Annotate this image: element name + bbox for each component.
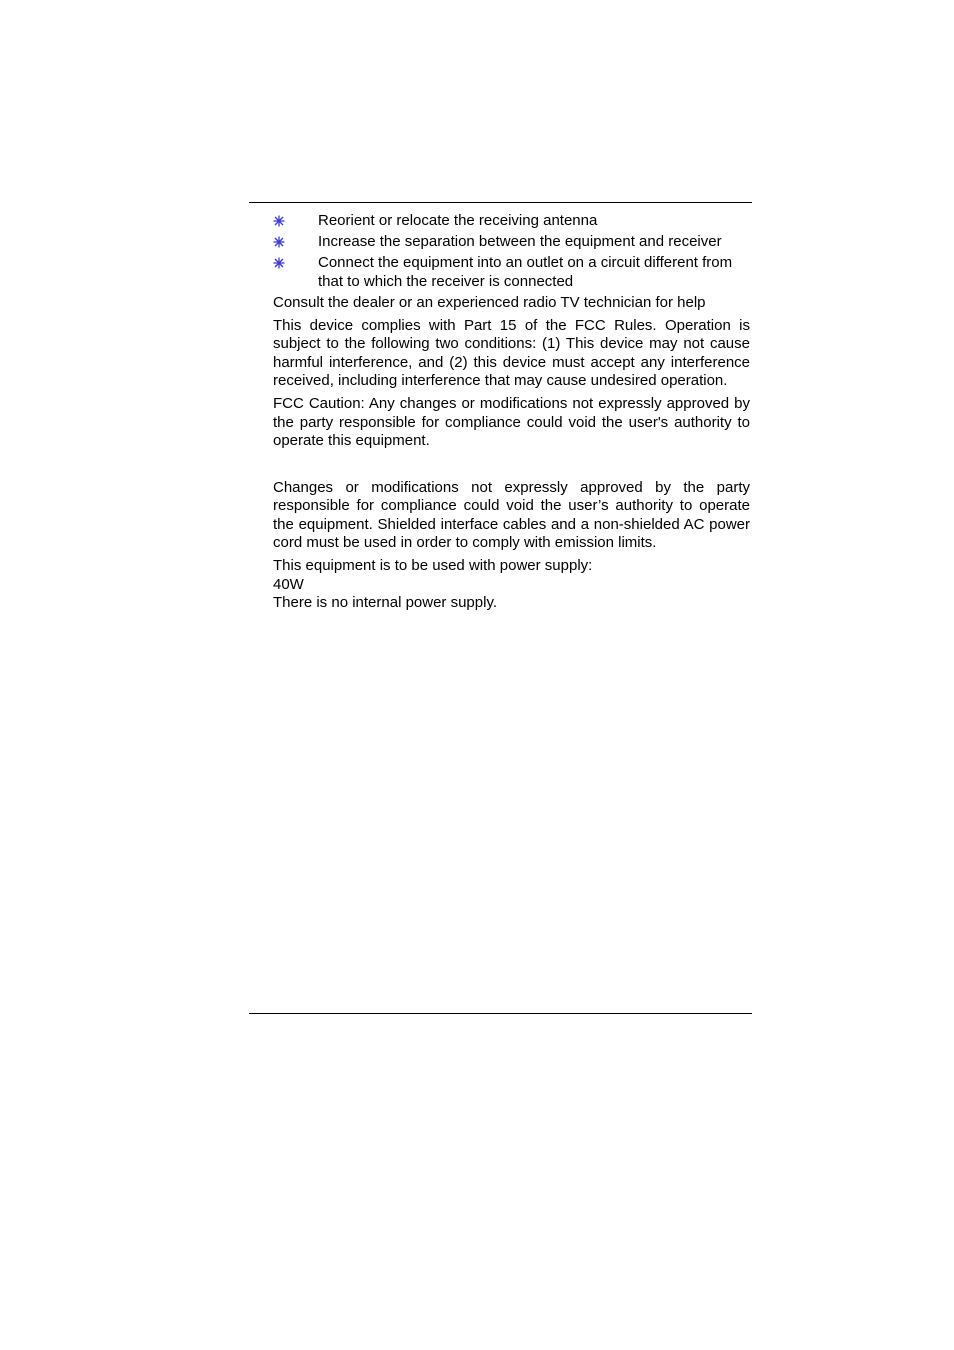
fcc-caution-paragraph: FCC Caution: Any changes or modifications not expressly approved by the party responsible for compliance could void the user's authority to operate this equipment. — [273, 395, 750, 449]
modifications-paragraph: Changes or modifications not expressly approved by the party responsible for compliance could void the user’s authority to operate the equipment. Shielded interface cables and a non-shielded AC power cord must be used in order to comply with emission limits. — [273, 478, 750, 551]
power-supply-line: This equipment is to be used with power supply: — [273, 557, 593, 574]
top-rule — [249, 202, 752, 203]
list-item — [273, 212, 750, 231]
snowflake-bullet-icon — [273, 233, 287, 251]
list-item — [273, 254, 750, 291]
list-item — [273, 233, 750, 252]
bottom-rule — [249, 1013, 752, 1014]
compliance-paragraph: This device complies with Part 15 of the FCC Rules. Operation is subject to the following two conditions: (1) This device may not cause harmful interference, and (2) this device must accept any interference received, including interference that may cause undesired operation. — [273, 316, 750, 389]
list-item-text: Reorient or relocate the receiving antenna — [318, 212, 598, 229]
snowflake-bullet-icon — [273, 254, 287, 272]
document-body — [273, 212, 750, 613]
internal-power-line: There is no internal power supply. — [273, 594, 498, 611]
snowflake-bullet-icon — [273, 212, 287, 230]
list-item-text: Connect the equipment into an outlet on a circuit different from that to which the receiver is connected — [318, 254, 733, 290]
power-rating-line: 40W — [273, 575, 304, 593]
list-item-text: Increase the separation between the equipment and receiver — [318, 233, 722, 250]
consult-paragraph: Consult the dealer or an experienced radio TV technician for help — [273, 293, 706, 311]
